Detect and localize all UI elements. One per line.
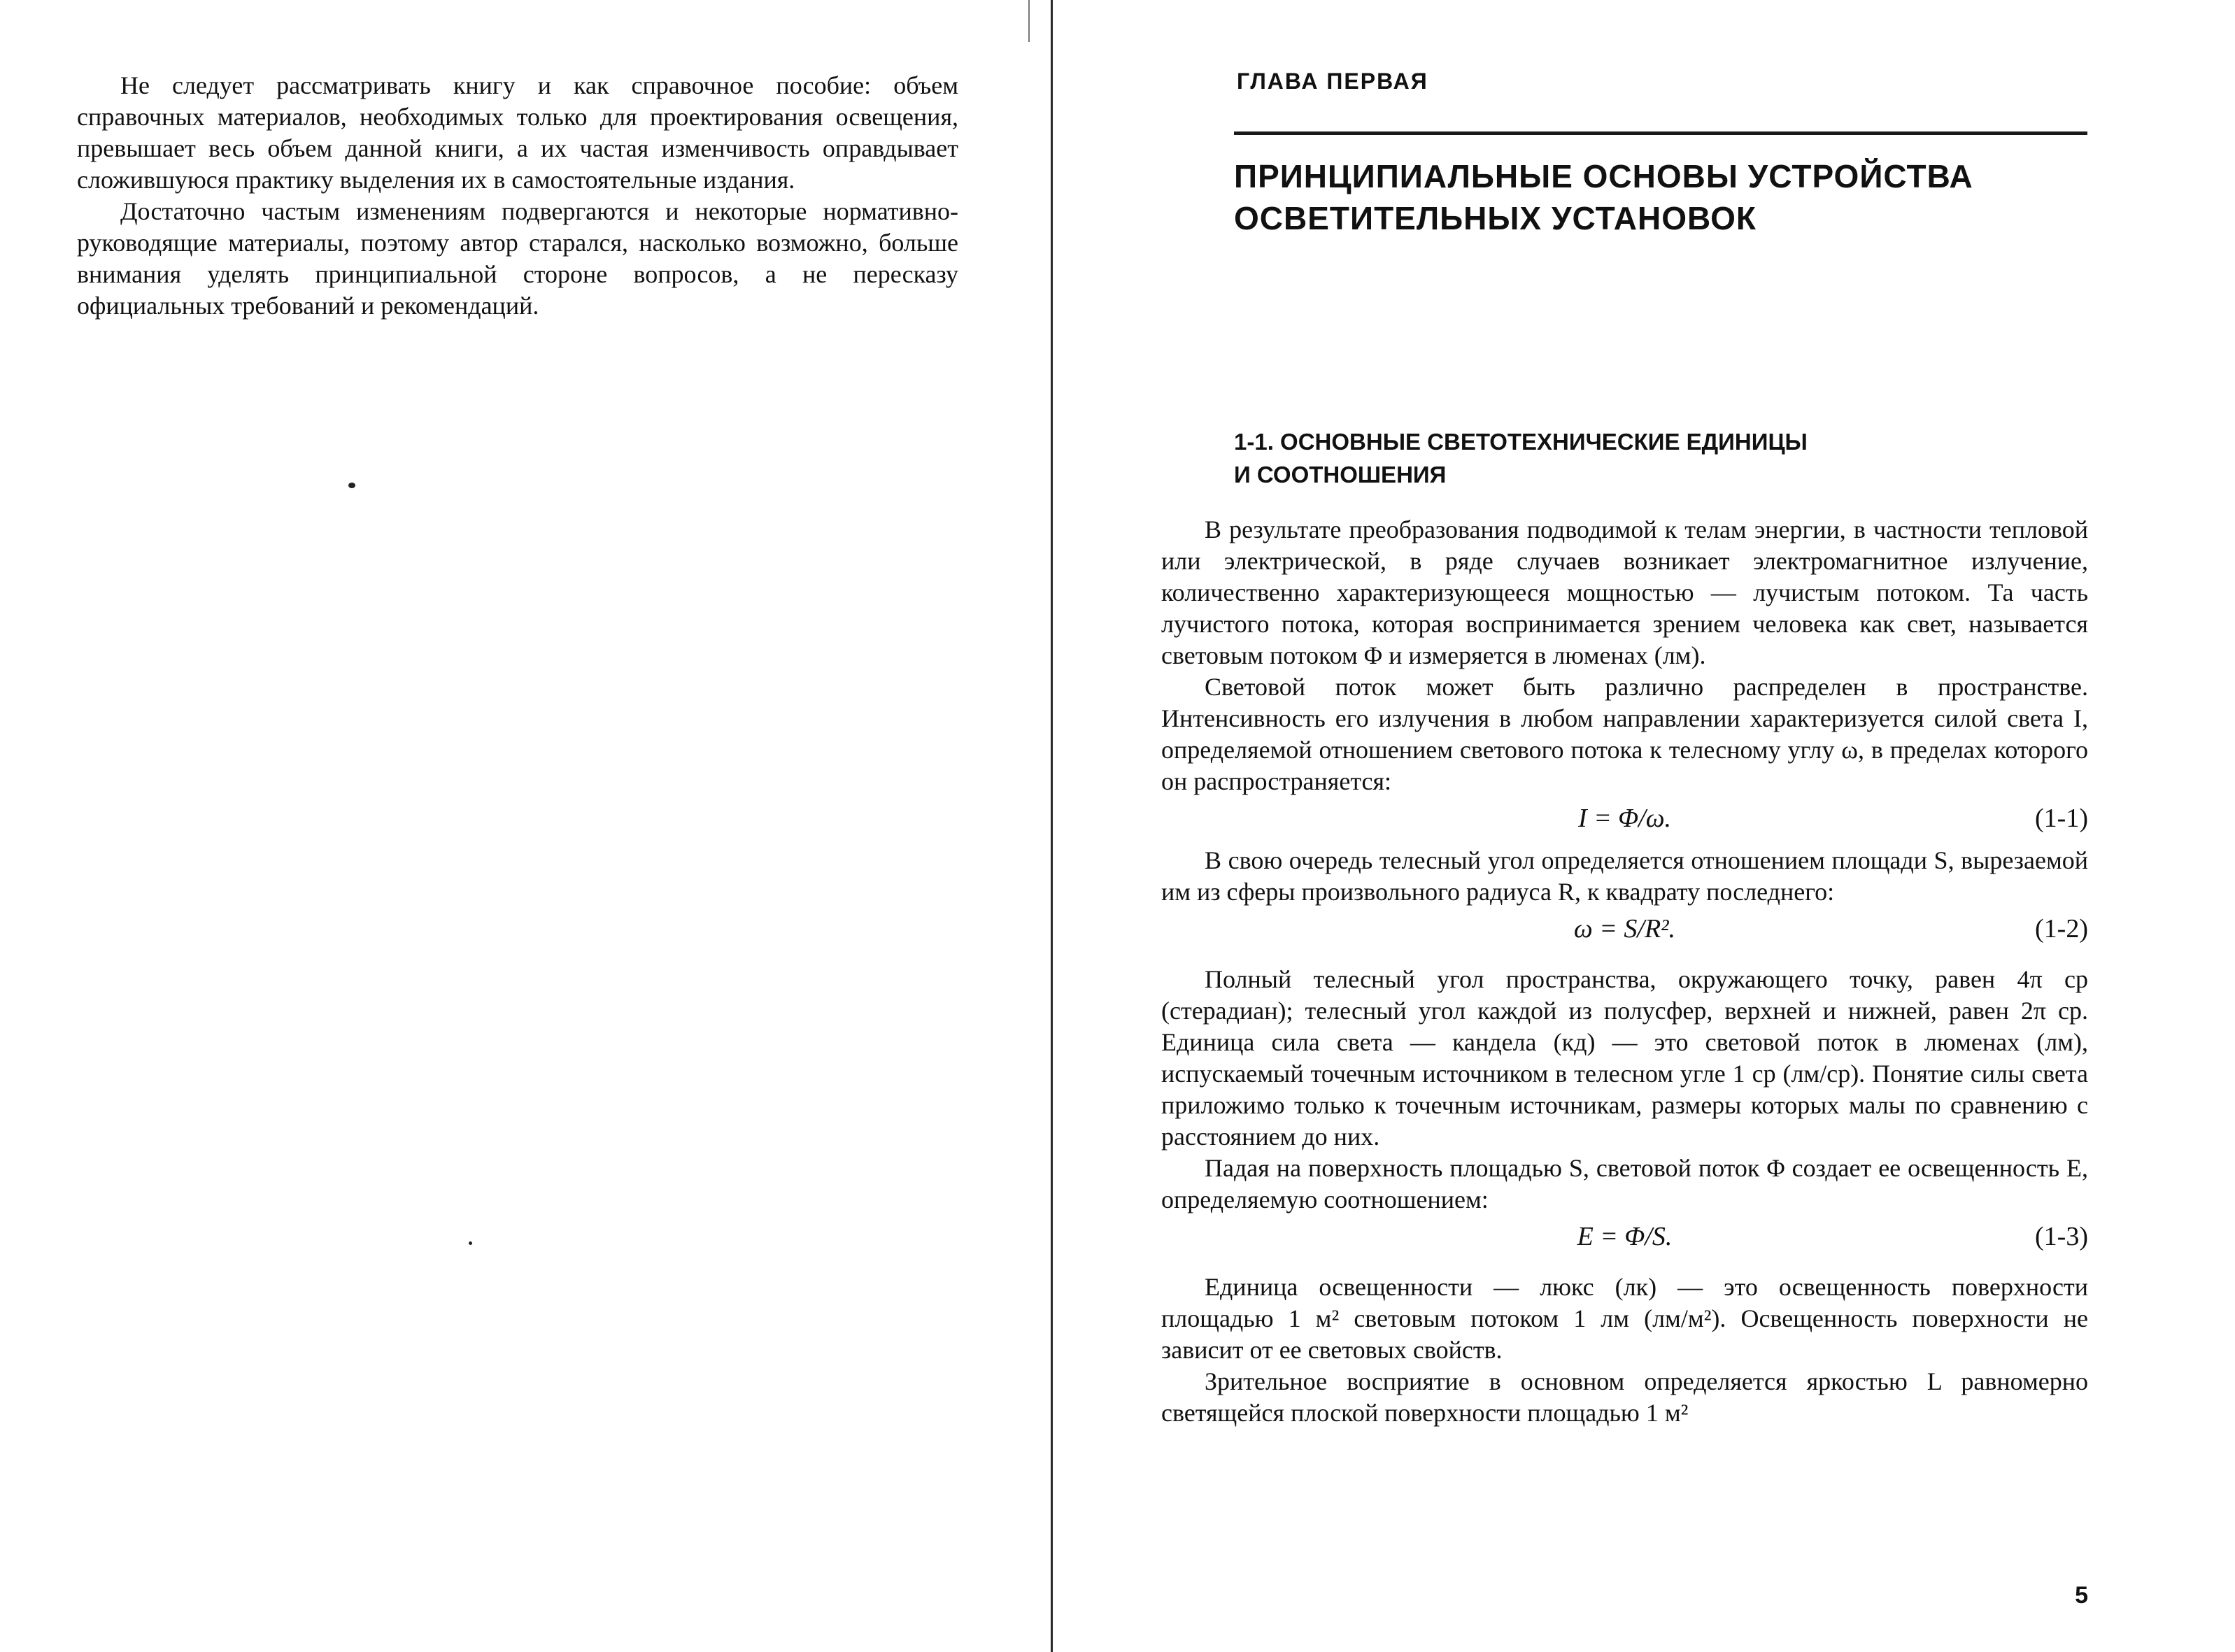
left-page-text [77, 70, 958, 322]
section-title-line-2: И СООТНОШЕНИЯ [1234, 462, 1447, 487]
paragraph-luminous-intensity: Световой поток может быть различно распределен в пространстве. Интенсивность его излучения в любом направлении характеризуется силой света I, определяемой отношением светового потока к телесному углу ω, в пределах которого он распространяется: [1161, 673, 2088, 795]
paragraph-illuminance: Падая на поверхность площадью S, световой поток Φ создает ее освещенность E, определяемую соотношением: [1161, 1154, 2088, 1213]
section-title [1234, 425, 2087, 491]
section-title-line-1: 1-1. ОСНОВНЫЕ СВЕТОТЕХНИЧЕСКИЕ ЕДИНИЦЫ [1234, 429, 1808, 455]
paragraph-candela: Полный телесный угол пространства, окружающего точку, равен 4π ср (стерадиан); телесный угол каждой из полусфер, верхней и нижней, равен 2π ср. Единица сила света — кандела (кд) — это световой поток в люменах (лм), испускаемый точечным источником в телесном угле 1 ср (лм/ср). Понятие силы света приложимо только к точечным источникам, размеры которых малы по сравнению с расстоянием до них. [1161, 965, 2088, 1151]
paragraph-lux: Единица освещенности — люкс (лк) — это освещенность поверхности площадью 1 м² световым потоком 1 лм (лм/м²). Освещенность поверхности не зависит от ее световых свойств. [1161, 1273, 2088, 1364]
book-gutter [1051, 0, 1053, 1652]
chapter-title-line-2: ОСВЕТИТЕЛЬНЫХ УСТАНОВОК [1234, 200, 1757, 236]
print-speck [348, 483, 355, 488]
formula-1-1-expression: I = Φ/ω. [1577, 804, 1672, 833]
print-speck [469, 1241, 472, 1245]
page-number: 5 [2075, 1582, 2088, 1609]
formula-1-2-expression: ω = S/R². [1573, 914, 1676, 944]
formula-1-1 [1161, 797, 2088, 839]
chapter-title [1234, 155, 2087, 239]
formula-1-3-expression: E = Φ/S. [1577, 1222, 1673, 1251]
section-body [1161, 514, 2088, 1429]
chapter-label: ГЛАВА ПЕРВАЯ [1237, 69, 1428, 94]
left-paragraph-2: Достаточно частым изменениям подвергаются и некоторые нормативно-руководящие материалы, поэтому автор старался, насколько возможно, больше внимания уделять принципиальной стороне вопросов, а не пересказу официальных требований и рекомендаций. [77, 197, 958, 320]
formula-1-2 [1161, 908, 2088, 950]
left-paragraph-1: Не следует рассматривать книгу и как справочное пособие: объем справочных материалов, необходимых только для проектирования освещения, превышает весь объем данной книги, а их частая изменчивость оправдывает сложившуюся практику выделения их в самостоятельные издания. [77, 71, 958, 194]
paragraph-luminance: Зрительное восприятие в основном определяется яркостью L равномерно светящейся плоской поверхности площадью 1 м² [1161, 1367, 2088, 1427]
paragraph-solid-angle: В свою очередь телесный угол определяется отношением площади S, вырезаемой им из сферы произвольного радиуса R, к квадрату последнего: [1161, 846, 2088, 906]
chapter-title-line-1: ПРИНЦИПИАЛЬНЫЕ ОСНОВЫ УСТРОЙСТВА [1234, 158, 1973, 194]
paragraph-radiant-flux: В результате преобразования подводимой к телам энергии, в частности тепловой или электрической, в ряде случаев возникает электромагнитное излучение, количественно характеризующееся мощностью — лучистым потоком. Та часть лучистого потока, которая воспринимается зрением человека как свет, называется световым потоком Φ и измеряется в люменах (лм). [1161, 515, 2088, 669]
formula-1-2-number: (1-2) [2035, 914, 2088, 944]
formula-1-3-number: (1-3) [2035, 1222, 2088, 1251]
gutter-mark [1028, 0, 1030, 42]
formula-1-1-number: (1-1) [2035, 804, 2088, 833]
formula-1-3 [1161, 1216, 2088, 1258]
chapter-rule [1234, 131, 2087, 135]
